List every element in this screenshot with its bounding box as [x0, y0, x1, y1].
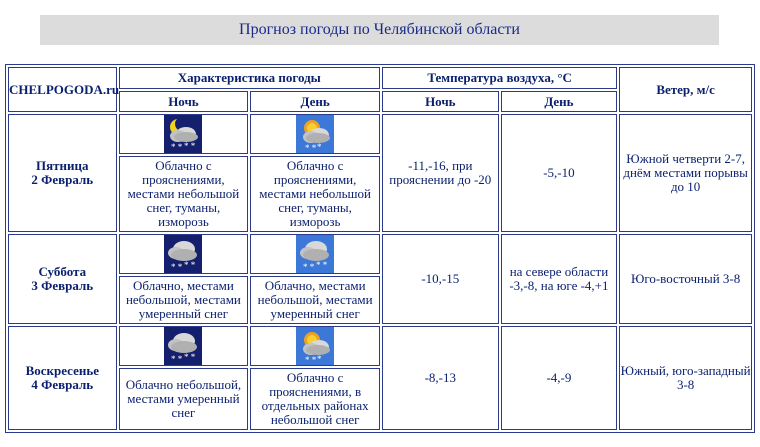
day-date: 2 Февраль — [31, 172, 94, 187]
svg-text:* *: * * — [184, 352, 196, 362]
night-icon-cell — [119, 326, 249, 366]
sun-cloud-snow-icon — [296, 115, 334, 153]
forecast-table — [5, 64, 755, 433]
weather-header: Характеристика погоды — [119, 67, 380, 89]
temp-night-value: -8,-13 — [382, 326, 499, 430]
moon-cloud-snow-icon — [164, 115, 202, 153]
temp-day-value: -4,-9 — [501, 326, 618, 430]
temperature-header: Температура воздуха, °С — [382, 67, 617, 89]
forecast-row — [8, 114, 752, 154]
cloud-snow-icon — [164, 327, 202, 365]
day-description: Облачно с прояснениями, местами небольшой снег, туманы, изморозь — [250, 156, 380, 232]
day-icon-cell — [250, 234, 380, 274]
svg-text:*: * — [317, 142, 322, 152]
day-label — [8, 234, 117, 324]
svg-text:* *: * * — [184, 141, 196, 151]
night-description: Облачно небольшой, местами умеренный снег — [119, 368, 249, 430]
day-icon-cell — [250, 114, 380, 154]
night-description: Облачно, местами небольшой, местами умеренный снег — [119, 276, 249, 324]
day-description: Облачно с прояснениями, в отдельных районах небольшой снег — [250, 368, 380, 430]
temp-night-header: Ночь — [382, 91, 499, 112]
svg-text:* *: * * — [316, 260, 328, 270]
day-name: Суббота — [38, 264, 87, 279]
wind-value: Южной четверти 2-7, днём местами порывы до 10 — [619, 114, 752, 232]
night-icon-cell — [119, 234, 249, 274]
svg-text:* *: * * — [184, 260, 196, 270]
weather-night-header: Ночь — [119, 91, 249, 112]
svg-text:* *: * * — [303, 262, 315, 272]
wind-header: Ветер, м/с — [619, 67, 752, 112]
temp-night-value: -11,-16, при прояснении до -20 — [382, 114, 499, 232]
wind-value: Южный, юго-западный 3-8 — [619, 326, 752, 430]
day-description: Облачно, местами небольшой, местами умеренный снег — [250, 276, 380, 324]
forecast-row — [8, 326, 752, 366]
temp-day-header: День — [501, 91, 618, 112]
svg-text:* *: * * — [305, 355, 317, 365]
night-description: Облачно с прояснениями, местами небольшой снег, туманы, изморозь — [119, 156, 249, 232]
day-label — [8, 114, 117, 232]
forecast-row — [8, 234, 752, 274]
day-name: Пятница — [36, 158, 89, 173]
svg-text:*: * — [317, 354, 322, 364]
svg-text:* *: * * — [171, 142, 183, 152]
day-date: 3 Февраль — [31, 278, 94, 293]
temp-day-value: на севере области -3,-8, на юге -4,+1 — [501, 234, 618, 324]
site-name: CHELPOGODA.ru — [8, 67, 117, 112]
cloud-snow-icon — [296, 235, 334, 273]
cloud-snow-icon — [164, 235, 202, 273]
svg-text:* *: * * — [305, 143, 317, 153]
temp-night-value: -10,-15 — [382, 234, 499, 324]
sun-cloud-snow-icon — [296, 327, 334, 365]
svg-text:* *: * * — [171, 262, 183, 272]
svg-text:* *: * * — [171, 354, 183, 364]
day-label — [8, 326, 117, 430]
day-icon-cell — [250, 326, 380, 366]
temp-day-value: -5,-10 — [501, 114, 618, 232]
weather-day-header: День — [250, 91, 380, 112]
day-date: 4 Февраль — [31, 377, 94, 392]
page-title: Прогноз погоды по Челябинской области — [40, 15, 719, 45]
day-name: Воскресенье — [25, 363, 99, 378]
wind-value: Юго-восточный 3-8 — [619, 234, 752, 324]
night-icon-cell — [119, 114, 249, 154]
